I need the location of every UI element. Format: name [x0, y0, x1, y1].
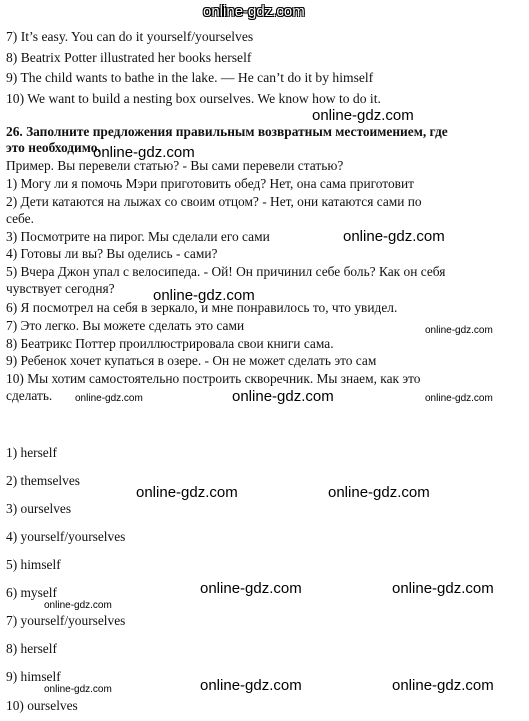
watermark: online-gdz.com: [343, 228, 445, 245]
sentence-10: 10) We want to build a nesting box ourselves. We know how to do it.: [6, 91, 381, 106]
watermark: online-gdz.com: [392, 580, 494, 597]
watermark: online-gdz.com: [136, 484, 238, 501]
watermark: online-gdz.com: [75, 393, 143, 404]
answer-3: 3) ourselves: [6, 501, 72, 516]
watermark: online-gdz.com: [44, 684, 112, 695]
task-line-3: 3) Посмотрите на пирог. Мы сделали его сами: [6, 229, 270, 244]
task-line-8: 8) Беатрикс Поттер проиллюстрировала свои книги сама.: [6, 336, 334, 351]
task-line-6: 6) Я посмотрел на себя в зеркало, и мне понравилось то, что увидел.: [6, 300, 398, 315]
watermark: online-gdz.com: [203, 3, 305, 20]
task-line-2: 2) Дети катаются на лыжах со своим отцом? - Нет, они катаются сами по: [6, 194, 422, 209]
watermark: online-gdz.com: [425, 393, 493, 404]
answer-10: 10) ourselves: [6, 698, 78, 713]
task-line-10: 10) Мы хотим самостоятельно построить скворечник. Мы знаем, как это: [6, 371, 421, 386]
sentence-9: 9) The child wants to bathe in the lake. — He can’t do it by himself: [6, 70, 374, 85]
task-line-1: 1) Могу ли я помочь Мэри приготовить обед? Нет, она сама приготовит: [6, 176, 415, 191]
task-line-9: 9) Ребенок хочет купаться в озере. - Он не может сделать это сам: [6, 353, 377, 368]
task-line-7: 7) Это легко. Вы можете сделать это сами: [6, 318, 245, 333]
watermark: online-gdz.com: [200, 580, 302, 597]
exercise-heading: 26. Заполните предложения правильным возвратным местоимением, где: [6, 124, 448, 139]
answer-5: 5) himself: [6, 557, 61, 572]
answer-2: 2) themselves: [6, 473, 81, 488]
answer-9: 9) himself: [6, 669, 61, 684]
answer-8: 8) herself: [6, 641, 57, 656]
watermark: online-gdz.com: [200, 677, 302, 694]
answer-4: 4) yourself/yourselves: [6, 529, 126, 544]
answer-6: 6) myself: [6, 585, 57, 600]
task-line-10-cont: сделать.: [6, 388, 53, 403]
exercise-heading-cont: это необходимо.: [6, 140, 101, 155]
sentence-8: 8) Beatrix Potter illustrated her books herself: [6, 50, 252, 65]
answer-7: 7) yourself/yourselves: [6, 613, 126, 628]
answer-1: 1) herself: [6, 445, 57, 460]
watermark: online-gdz.com: [93, 144, 195, 161]
watermark: online-gdz.com: [392, 677, 494, 694]
watermark: online-gdz.com: [425, 325, 493, 336]
watermark: online-gdz.com: [312, 107, 414, 124]
sentence-7: 7) It’s easy. You can do it yourself/yourselves: [6, 29, 254, 44]
task-line-4: 4) Готовы ли вы? Вы оделись - сами?: [6, 246, 218, 261]
task-line-5: 5) Вчера Джон упал с велосипеда. - Ой! Он причинил себе боль? Как он себя: [6, 264, 446, 279]
task-example: Пример. Вы перевели статью? - Вы сами перевели статью?: [6, 158, 344, 173]
task-line-5-cont: чувствует сегодня?: [6, 281, 115, 296]
task-line-2-cont: себе.: [6, 211, 34, 226]
watermark: online-gdz.com: [44, 600, 112, 611]
watermark: online-gdz.com: [153, 287, 255, 304]
watermark: online-gdz.com: [328, 484, 430, 501]
watermark: online-gdz.com: [232, 388, 334, 405]
